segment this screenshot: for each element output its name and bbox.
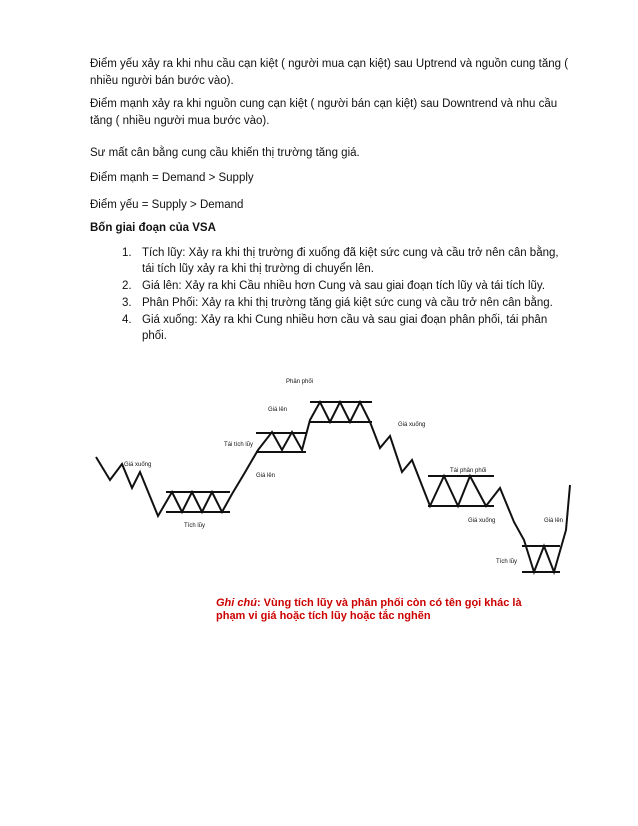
label-markdown-left: Giá xuống xyxy=(124,462,152,468)
label-markup-mid: Giá lên xyxy=(256,473,276,479)
list-number: 4. xyxy=(122,314,132,326)
vsa-phase-diagram xyxy=(0,360,638,590)
label-markdown-right: Giá xuống xyxy=(398,422,426,428)
list-text: Tích lũy: Xảy ra khi thị trường đi xuống đã kiệt sức cung và cầu trở nên cân bằng, tái tích lũy xảy ra khi thị trường di chuyển lên. xyxy=(142,247,559,275)
label-markup-top: Giá lên xyxy=(268,407,288,413)
list-number: 3. xyxy=(122,297,132,309)
label-redistribution: Tái phân phối xyxy=(450,468,487,474)
note-caption xyxy=(216,597,522,623)
list-text: Giá xuống: Xảy ra khi Cung nhiều hơn cầu và sau giai đoạn phân phối, tái phân phối. xyxy=(142,314,548,342)
list-item xyxy=(122,278,572,294)
list-item xyxy=(122,245,572,277)
paragraph-strength-formula: Điểm mạnh = Demand > Supply xyxy=(90,172,254,184)
label-accumulation-right: Tích lũy xyxy=(496,559,518,565)
label-accumulation-left: Tích lũy xyxy=(184,523,206,529)
paragraph-imbalance: Sư mất cân bằng cung cầu khiến thị trường tăng giá. xyxy=(90,147,360,159)
section-heading: Bốn giai đoạn của VSA xyxy=(90,222,216,234)
list-number: 1. xyxy=(122,247,132,259)
label-markdown-bottom: Giá xuống xyxy=(468,518,496,524)
list-item xyxy=(122,312,572,344)
note-line2: phạm vi giá hoặc tích lũy hoặc tắc nghẽn xyxy=(216,610,431,622)
price-path xyxy=(96,402,570,572)
paragraph-weakness-formula: Điểm yếu = Supply > Demand xyxy=(90,199,244,211)
note-prefix: Ghi chú xyxy=(216,597,257,609)
label-reaccumulation: Tái tích lũy xyxy=(224,442,254,448)
list-text: Giá lên: Xảy ra khi Cầu nhiều hơn Cung và sau giai đoạn tích lũy và tái tích lũy. xyxy=(142,280,546,292)
label-distribution: Phân phối xyxy=(286,379,314,385)
label-markup-right: Giá lên xyxy=(544,518,564,524)
note-line1: : Vùng tích lũy và phân phối còn có tên gọi khác là xyxy=(256,597,522,609)
stage-list xyxy=(122,245,572,345)
list-number: 2. xyxy=(122,280,132,292)
paragraph-strength: Điểm mạnh xảy ra khi nguồn cung cạn kiệt ( người bán cạn kiệt) sau Downtrend và nhu cầu tăng ( nhiều người mua bước vào). xyxy=(90,98,558,127)
paragraph-weakness: Điểm yếu xảy ra khi nhu cầu cạn kiệt ( người mua cạn kiệt) sau Uptrend và nguồn cung tăng ( nhiều người bán bước vào). xyxy=(90,58,569,87)
list-text: Phân Phối: Xảy ra khi thị trường tăng giá kiệt sức cung và cầu trở nên cân bằng. xyxy=(142,297,553,309)
list-item xyxy=(122,295,572,311)
